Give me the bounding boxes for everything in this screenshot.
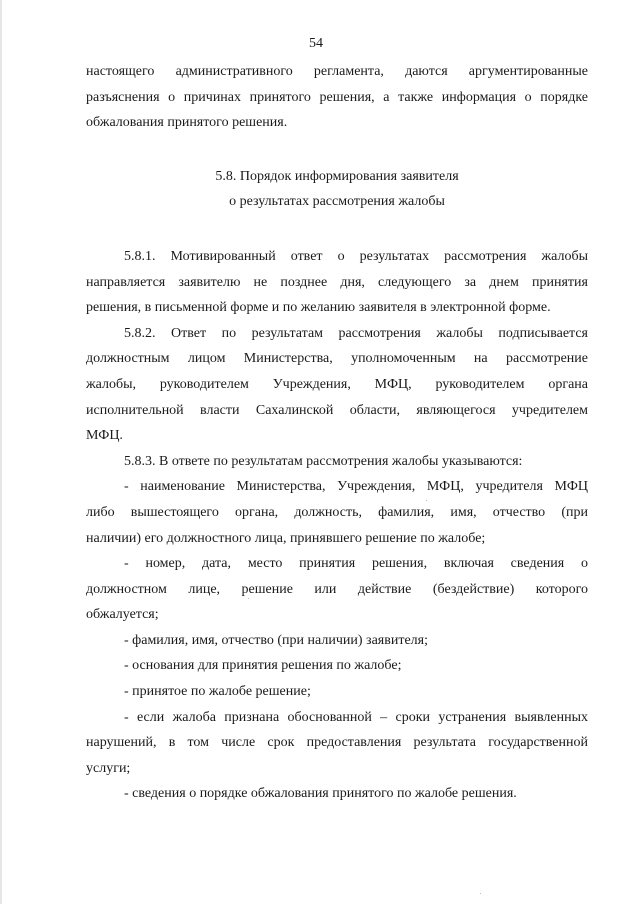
list-item-line: наличии) его должностного лица, принявшего решение по жалобе;: [86, 530, 486, 546]
section-heading-line: 5.8. Порядок информирования заявителя: [215, 168, 459, 184]
intro-line: настоящего административного регламента, даются аргументированные: [86, 64, 588, 79]
list-item-line: - наименование Министерства, Учреждения, МФЦ, учредителя МФЦ: [124, 479, 588, 495]
list-item-line: - номер, дата, место принятия решения, включая сведения о: [124, 556, 588, 572]
list-item: - основания для принятия решения по жалобе;: [124, 658, 402, 674]
paragraph-5-8-3: 5.8.3. В ответе по результатам рассмотрения жалобы указываются:: [124, 453, 523, 469]
paragraph-5-8-1-line: решения, в письменной форме и по желанию заявителя в электронной форме.: [86, 300, 551, 316]
list-item-line: должностном лице, решение или действие (бездействие) которого: [86, 581, 588, 597]
list-item: - сведения о порядке обжалования принятого по жалобе решения.: [124, 786, 517, 802]
scan-speck: [480, 893, 481, 894]
paragraph-5-8-1-line: направляется заявителю не позднее дня, следующего за днем принятия: [86, 274, 588, 290]
list-item: - фамилия, имя, отчество (при наличии) заявителя;: [124, 632, 428, 648]
list-item-line: услуги;: [86, 760, 131, 776]
list-item: - принятое по жалобе решение;: [124, 684, 311, 700]
paragraph-5-8-2-line: исполнительной власти Сахалинской области, являющегося учредителем: [86, 402, 588, 418]
paragraph-5-8-2-line: МФЦ.: [86, 428, 123, 444]
paragraph-5-8-1-line: 5.8.1. Мотивированный ответ о результатах рассмотрения жалобы: [124, 248, 588, 264]
paragraph-5-8-2-line: 5.8.2. Ответ по результатам рассмотрения жалобы подписывается: [124, 325, 588, 341]
section-heading-line: о результатах рассмотрения жалобы: [229, 194, 445, 210]
page-number: 54: [309, 36, 323, 51]
document-body: [86, 59, 588, 807]
intro-line: обжалования принятого решения.: [86, 115, 288, 131]
paragraph-5-8-2-line: должностным лицом Министерства, уполномоченным на рассмотрение: [86, 351, 588, 367]
paragraph-5-8-2-line: жалобы, руководителем Учреждения, МФЦ, руководителем органа: [86, 376, 588, 392]
section-heading: [86, 164, 588, 215]
intro-line: разъяснения о причинах принятого решения, а также информация о порядке: [86, 89, 588, 105]
scan-edge: [0, 0, 2, 904]
list-item-line: либо вышестоящего органа, должность, фамилия, имя, отчество (при: [86, 504, 588, 520]
list-item-line: нарушений, в том числе срок предоставления результата государственной: [86, 735, 588, 751]
list-item-line: - если жалоба признана обоснованной – сроки устранения выявленных: [124, 709, 588, 725]
list-item-line: обжалуется;: [86, 607, 159, 623]
